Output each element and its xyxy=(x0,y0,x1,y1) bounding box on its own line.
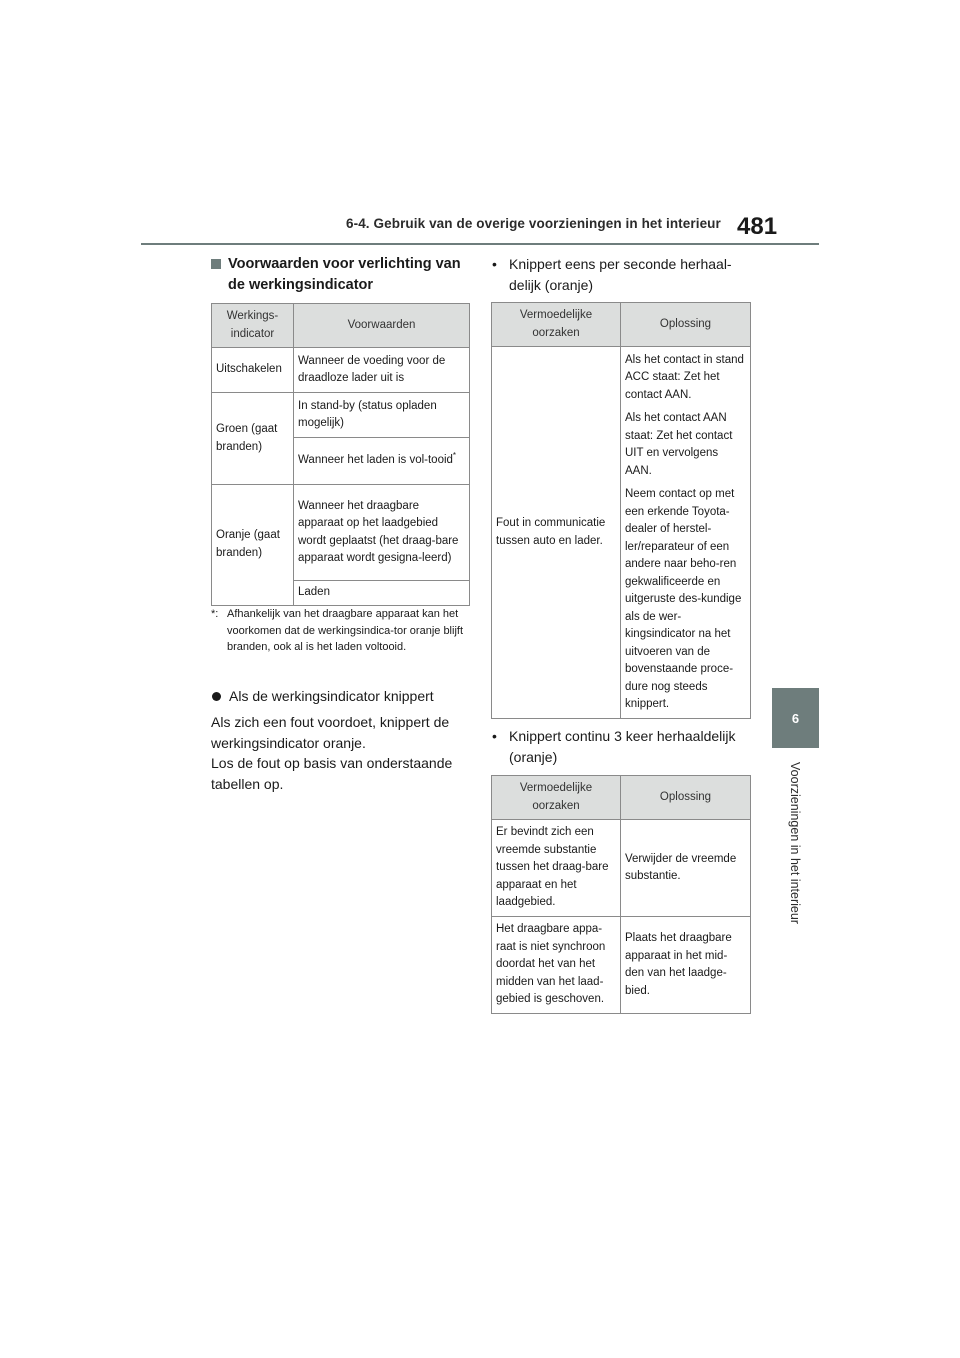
condition-cell: In stand-by (status opladen mogelijk) xyxy=(294,393,470,438)
footnote-text: Afhankelijk van het draagbare apparaat kan het voorkomen dat de werkingsindica-tor oranje blijft branden, ook al is het laden voltooid. xyxy=(227,608,464,653)
solution-step: Neem contact op met een erkende Toyota-dealer of herstel-ler/reparateur of een andere naar beho-ren gekwalificeerde en uitgeruste des-kundige als de wer-kingsindicator na het uitvoeren van de bovenstaande proce-dure nog steeds knippert. xyxy=(625,488,742,710)
table-row xyxy=(492,917,751,1014)
blink-heading xyxy=(211,687,473,706)
blink-once-item xyxy=(492,254,754,295)
chapter-side-label: Voorzieningen in het interieur xyxy=(788,762,802,924)
bullet-mark: • xyxy=(492,256,497,272)
table-header-conditions: Voorwaarden xyxy=(294,304,470,348)
condition-cell xyxy=(294,438,470,485)
square-bullet-icon xyxy=(211,259,221,269)
solution-step: Als het contact AAN staat: Zet het contact UIT en vervolgens AAN. xyxy=(625,412,733,477)
section-heading xyxy=(211,254,473,296)
solution-cell xyxy=(621,347,751,719)
condition-text: Wanneer het laden is vol-tooid xyxy=(298,454,453,467)
table-header-causes: Vermoedelijke oorzaken xyxy=(492,776,621,820)
blink-three-table xyxy=(491,775,751,1014)
chapter-number: 6 xyxy=(791,710,800,726)
bullet-dot-icon xyxy=(212,692,221,701)
footnote xyxy=(211,606,469,656)
running-header-title: 6-4. Gebruik van de overige voorzieningen in het interieur xyxy=(346,216,721,231)
solution-cell: Plaats het draagbare apparaat in het mid-den van het laadge-bied. xyxy=(621,917,751,1014)
indicator-cell: Uitschakelen xyxy=(212,348,294,393)
condition-cell: Laden xyxy=(294,581,470,606)
solution-step: Als het contact in stand ACC staat: Zet het contact AAN. xyxy=(625,353,744,401)
blink-description xyxy=(211,712,473,794)
page-number: 481 xyxy=(737,213,778,240)
table-header-causes: Vermoedelijke oorzaken xyxy=(492,303,621,347)
indicator-conditions-table xyxy=(211,303,470,606)
blink-three-item xyxy=(492,726,754,767)
table-row xyxy=(212,348,470,393)
paragraph: Als zich een fout voordoet, knippert de werkingsindicator oranje. xyxy=(211,714,450,751)
table-header-indicator: Werkings- indicator xyxy=(212,304,294,348)
chapter-tab xyxy=(772,688,819,748)
condition-cell: Wanneer de voeding voor de draadloze lader uit is xyxy=(294,348,470,393)
footnote-marker: *: xyxy=(211,608,219,620)
table-header-solution: Oplossing xyxy=(621,776,751,820)
table-header-solution: Oplossing xyxy=(621,303,751,347)
cause-cell: Fout in communicatie tussen auto en lader. xyxy=(492,347,621,719)
solution-cell: Verwijder de vreemde substantie. xyxy=(621,820,751,917)
indicator-cell: Groen (gaat branden) xyxy=(212,393,294,485)
section-heading-text: Voorwaarden voor verlichting van de werkingsindicator xyxy=(228,256,461,293)
blink-once-label: Knippert eens per seconde herhaal-delijk (oranje) xyxy=(509,256,732,293)
blink-once-table xyxy=(491,302,751,719)
table-row xyxy=(212,393,470,438)
paragraph: Los de fout op basis van onderstaande tabellen op. xyxy=(211,755,453,792)
bullet-mark: • xyxy=(492,728,497,744)
indicator-cell: Oranje (gaat branden) xyxy=(212,485,294,606)
table-row xyxy=(492,347,751,719)
blink-three-label: Knippert continu 3 keer herhaaldelijk (oranje) xyxy=(509,728,736,765)
footnote-mark: * xyxy=(452,451,457,461)
cause-cell: Er bevindt zich een vreemde substantie tussen het draag-bare apparaat en het laadgebied. xyxy=(492,820,621,917)
table-row xyxy=(212,485,470,581)
blink-heading-text: Als de werkingsindicator knippert xyxy=(229,688,434,704)
condition-cell: Wanneer het draagbare apparaat op het laadgebied wordt geplaatst (het draag-bare apparaat wordt gesigna-leerd) xyxy=(294,485,470,581)
header-divider xyxy=(141,243,819,245)
table-row xyxy=(492,820,751,917)
cause-cell: Het draagbare appa-raat is niet synchroon doordat het van het midden van het laad-gebied is geschoven. xyxy=(492,917,621,1014)
